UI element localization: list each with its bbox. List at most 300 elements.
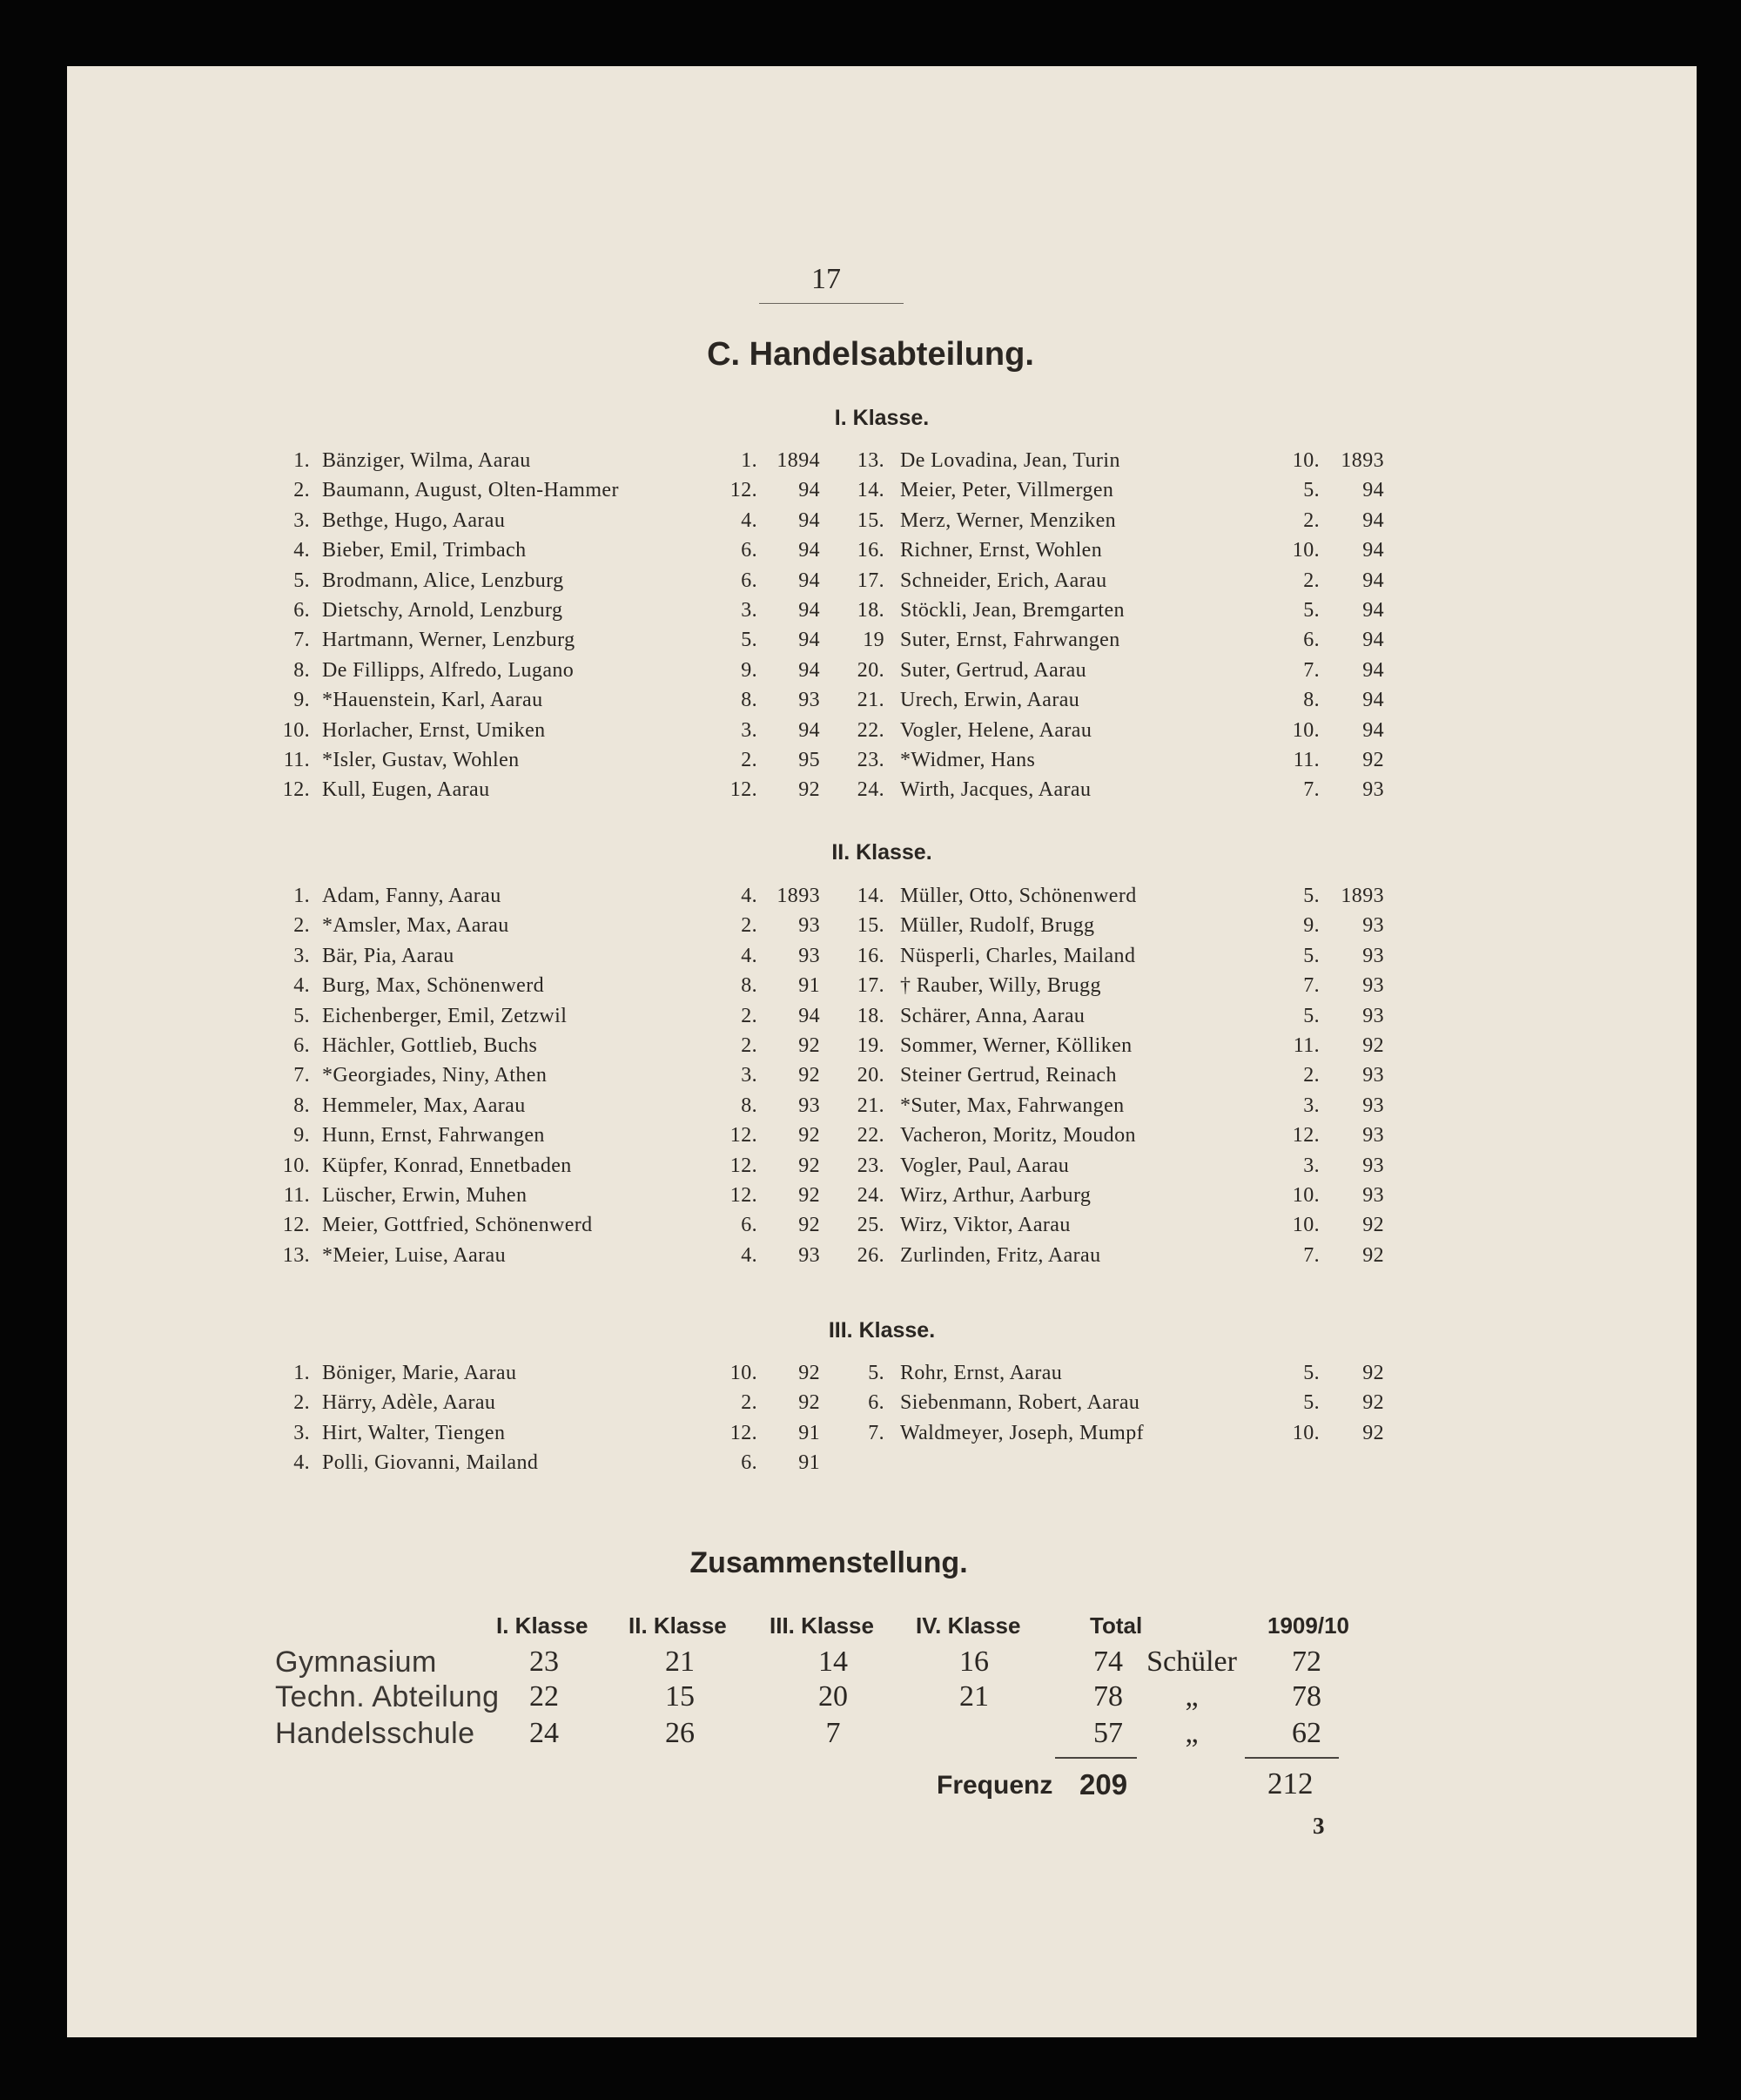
- student-name: Küpfer, Konrad, Ennetbaden: [322, 1154, 572, 1177]
- birth-year: 92: [798, 1124, 820, 1148]
- total-count: 57: [1093, 1717, 1123, 1749]
- birth-month: 12.: [729, 1154, 757, 1177]
- student-row: [0, 778, 1741, 808]
- entry-number: 5.: [293, 1004, 310, 1027]
- birth-month: 6.: [741, 1214, 757, 1237]
- student-name: Hemmeler, Max, Aarau: [322, 1094, 526, 1117]
- birth-year: 93: [1362, 1094, 1384, 1117]
- birth-year: 91: [798, 1421, 820, 1444]
- previous-year-count: 72: [1292, 1646, 1321, 1678]
- entry-number: 12.: [282, 1214, 310, 1237]
- birth-month: 7.: [1303, 974, 1320, 998]
- count-klasse-3: 20: [818, 1680, 848, 1713]
- birth-year: 94: [798, 599, 820, 622]
- student-name: Suter, Ernst, Fahrwangen: [900, 629, 1120, 652]
- birth-month: 7.: [1303, 1243, 1320, 1267]
- student-name: De Lovadina, Jean, Turin: [900, 449, 1120, 472]
- birth-month: 2.: [741, 749, 757, 771]
- student-name: Sommer, Werner, Kölliken: [900, 1034, 1133, 1057]
- student-name: Müller, Otto, Schönenwerd: [900, 885, 1137, 907]
- total-count: 74: [1093, 1646, 1123, 1678]
- birth-year: 93: [798, 1094, 820, 1117]
- birth-month: 4.: [741, 944, 757, 967]
- klasse-2-title: II. Klasse.: [831, 840, 932, 865]
- entry-number: 18.: [857, 599, 884, 622]
- student-name: Adam, Fanny, Aarau: [322, 885, 501, 907]
- birth-year: 93: [1362, 944, 1384, 967]
- total-underline: [1055, 1757, 1137, 1759]
- birth-month: 10.: [729, 1362, 757, 1384]
- count-klasse-1: 24: [529, 1717, 559, 1749]
- student-row: [0, 885, 1741, 914]
- birth-year: 1893: [1341, 885, 1384, 907]
- birth-year: 94: [1362, 629, 1384, 652]
- student-name: *Meier, Luise, Aarau: [322, 1243, 506, 1267]
- student-row: [0, 449, 1741, 479]
- student-row: [0, 1422, 1741, 1451]
- birth-month: 8.: [741, 974, 757, 998]
- birth-month: 12.: [729, 778, 757, 802]
- birth-year: 94: [1362, 658, 1384, 682]
- school-label: Handelsschule: [275, 1717, 475, 1750]
- birth-month: 5.: [1303, 1362, 1320, 1384]
- school-label: Gymnasium: [275, 1646, 437, 1679]
- birth-month: 6.: [741, 569, 757, 592]
- entry-number: 15.: [857, 914, 884, 938]
- entry-number: 9.: [293, 689, 310, 712]
- student-name: Böniger, Marie, Aarau: [322, 1362, 517, 1384]
- entry-number: 2.: [293, 1391, 310, 1415]
- student-name: Nüsperli, Charles, Mailand: [900, 944, 1136, 967]
- birth-year: 93: [798, 689, 820, 712]
- birth-month: 11.: [1293, 749, 1320, 771]
- entry-number: 14.: [857, 885, 884, 907]
- entry-number: 20.: [857, 658, 884, 682]
- summary-title: Zusammenstellung.: [689, 1546, 968, 1579]
- birth-year: 94: [798, 539, 820, 562]
- student-name: Müller, Rudolf, Brugg: [900, 914, 1095, 938]
- student-row: [0, 914, 1741, 944]
- birth-month: 3.: [741, 718, 757, 742]
- entry-number: 11.: [283, 1184, 310, 1207]
- birth-month: 10.: [1292, 1214, 1320, 1237]
- entry-number: 21.: [857, 689, 884, 712]
- birth-year: 91: [798, 974, 820, 998]
- entry-number: 19.: [857, 1034, 884, 1057]
- birth-year: 95: [798, 749, 820, 771]
- summary-row: [0, 1646, 1741, 1680]
- birth-year: 94: [1362, 539, 1384, 562]
- entry-number: 6.: [868, 1391, 884, 1415]
- student-name: Vogler, Paul, Aarau: [900, 1154, 1070, 1177]
- student-row: [0, 749, 1741, 778]
- entry-number: 2.: [293, 914, 310, 938]
- birth-year: 94: [798, 1004, 820, 1027]
- birth-month: 2.: [1303, 1064, 1320, 1087]
- student-name: † Rauber, Willy, Brugg: [900, 974, 1101, 998]
- count-klasse-3: 14: [818, 1646, 848, 1678]
- birth-year: 93: [1362, 1154, 1384, 1177]
- birth-year: 93: [1362, 1184, 1384, 1207]
- student-name: Bieber, Emil, Trimbach: [322, 539, 527, 562]
- student-name: Hächler, Gottlieb, Buchs: [322, 1034, 538, 1057]
- entry-number: 18.: [857, 1004, 884, 1027]
- birth-month: 3.: [1303, 1154, 1320, 1177]
- birth-year: 94: [1362, 718, 1384, 742]
- birth-month: 8.: [741, 1094, 757, 1117]
- birth-month: 5.: [741, 629, 757, 652]
- entry-number: 22.: [857, 1124, 884, 1148]
- student-row: [0, 1005, 1741, 1034]
- student-name: Vacheron, Moritz, Moudon: [900, 1124, 1136, 1148]
- count-klasse-4: 21: [959, 1680, 989, 1713]
- birth-year: 92: [798, 1154, 820, 1177]
- student-row: [0, 1451, 1741, 1481]
- count-klasse-2: 26: [665, 1717, 695, 1749]
- entry-number: 4.: [293, 1451, 310, 1475]
- birth-year: 94: [798, 629, 820, 652]
- entry-number: 1.: [293, 449, 310, 472]
- entry-number: 3.: [293, 1421, 310, 1444]
- page-number: 17: [811, 263, 841, 295]
- student-name: *Suter, Max, Fahrwangen: [900, 1094, 1125, 1117]
- student-name: Wirz, Arthur, Aarburg: [900, 1184, 1092, 1207]
- birth-month: 7.: [1303, 658, 1320, 682]
- student-row: [0, 509, 1741, 539]
- previous-year-count: 62: [1292, 1717, 1321, 1749]
- student-row: [0, 689, 1741, 718]
- student-name: Merz, Werner, Menziken: [900, 508, 1117, 532]
- birth-year: 92: [798, 1214, 820, 1237]
- birth-month: 4.: [741, 1243, 757, 1267]
- entry-number: 1.: [293, 1362, 310, 1384]
- entry-number: 22.: [857, 718, 884, 742]
- student-row: [0, 974, 1741, 1004]
- entry-number: 17.: [857, 974, 884, 998]
- previous-year-count: 78: [1292, 1680, 1321, 1713]
- birth-month: 12.: [729, 1421, 757, 1444]
- birth-month: 10.: [1292, 718, 1320, 742]
- count-klasse-2: 21: [665, 1646, 695, 1678]
- birth-year: 93: [1362, 914, 1384, 938]
- birth-month: 3.: [741, 1064, 757, 1087]
- student-name: Bethge, Hugo, Aarau: [322, 508, 506, 532]
- birth-month: 12.: [729, 479, 757, 502]
- entry-number: 13.: [857, 449, 884, 472]
- birth-year: 94: [798, 569, 820, 592]
- student-name: Eichenberger, Emil, Zetzwil: [322, 1004, 568, 1027]
- birth-year: 1893: [1341, 449, 1384, 472]
- birth-month: 6.: [741, 1451, 757, 1475]
- entry-number: 6.: [293, 599, 310, 622]
- entry-number: 5.: [293, 569, 310, 592]
- student-name: Suter, Gertrud, Aarau: [900, 658, 1087, 682]
- student-row: [0, 1034, 1741, 1064]
- entry-number: 4.: [293, 974, 310, 998]
- birth-month: 5.: [1303, 885, 1320, 907]
- student-name: *Amsler, Max, Aarau: [322, 914, 509, 938]
- frequenz-label: Frequenz: [937, 1771, 1053, 1800]
- student-name: Schärer, Anna, Aarau: [900, 1004, 1086, 1027]
- birth-year: 94: [1362, 689, 1384, 712]
- birth-year: 94: [798, 718, 820, 742]
- entry-number: 7.: [293, 629, 310, 652]
- student-name: Stöckli, Jean, Bremgarten: [900, 599, 1125, 622]
- entry-number: 8.: [293, 658, 310, 682]
- birth-year: 93: [1362, 778, 1384, 802]
- student-name: Richner, Ernst, Wohlen: [900, 539, 1103, 562]
- birth-month: 5.: [1303, 479, 1320, 502]
- student-name: Steiner Gertrud, Reinach: [900, 1064, 1117, 1087]
- count-klasse-2: 15: [665, 1680, 695, 1713]
- birth-month: 3.: [741, 599, 757, 622]
- student-name: Schneider, Erich, Aarau: [900, 569, 1107, 592]
- unit-label: „: [1185, 1680, 1199, 1713]
- entry-number: 13.: [282, 1243, 310, 1267]
- birth-year: 92: [1362, 1243, 1384, 1267]
- student-row: [0, 1154, 1741, 1184]
- klasse-1-title: I. Klasse.: [834, 406, 930, 430]
- frequenz-prev: 212: [1267, 1767, 1314, 1800]
- entry-number: 20.: [857, 1064, 884, 1087]
- entry-number: 4.: [293, 539, 310, 562]
- student-row: [0, 1391, 1741, 1421]
- birth-year: 93: [1362, 1004, 1384, 1027]
- entry-number: 25.: [857, 1214, 884, 1237]
- count-klasse-3: 7: [825, 1717, 841, 1749]
- count-klasse-1: 22: [529, 1680, 559, 1713]
- birth-year: 92: [1362, 1421, 1384, 1444]
- student-name: Kull, Eugen, Aarau: [322, 778, 490, 802]
- birth-month: 6.: [741, 539, 757, 562]
- student-row: [0, 1064, 1741, 1094]
- student-row: [0, 479, 1741, 508]
- birth-month: 6.: [1303, 629, 1320, 652]
- entry-number: 23.: [857, 1154, 884, 1177]
- student-name: Hunn, Ernst, Fahrwangen: [322, 1124, 545, 1148]
- student-name: Vogler, Helene, Aarau: [900, 718, 1092, 742]
- school-label: Techn. Abteilung: [275, 1680, 500, 1713]
- student-row: [0, 719, 1741, 749]
- student-row: [0, 1094, 1741, 1124]
- birth-month: 2.: [741, 1034, 757, 1057]
- entry-number: 2.: [293, 479, 310, 502]
- birth-month: 8.: [741, 689, 757, 712]
- student-name: Meier, Gottfried, Schönenwerd: [322, 1214, 593, 1237]
- entry-number: 10.: [282, 1154, 310, 1177]
- student-row: [0, 1214, 1741, 1243]
- birth-year: 1893: [776, 885, 820, 907]
- student-name: Dietschy, Arnold, Lenzburg: [322, 599, 563, 622]
- summary-header-k1: I. Klasse: [496, 1612, 588, 1639]
- student-name: Zurlinden, Fritz, Aarau: [900, 1243, 1101, 1267]
- entry-number: 6.: [293, 1034, 310, 1057]
- signature-mark: 3: [1313, 1813, 1325, 1839]
- birth-month: 2.: [1303, 508, 1320, 532]
- birth-year: 94: [798, 508, 820, 532]
- entry-number: 16.: [857, 539, 884, 562]
- birth-year: 92: [798, 1362, 820, 1384]
- entry-number: 24.: [857, 778, 884, 802]
- student-name: Brodmann, Alice, Lenzburg: [322, 569, 564, 592]
- entry-number: 5.: [868, 1362, 884, 1384]
- student-row: [0, 599, 1741, 629]
- birth-month: 9.: [1303, 914, 1320, 938]
- student-row: [0, 659, 1741, 689]
- entry-number: 9.: [293, 1124, 310, 1148]
- birth-year: 92: [1362, 1214, 1384, 1237]
- birth-year: 92: [1362, 1034, 1384, 1057]
- birth-month: 5.: [1303, 944, 1320, 967]
- birth-month: 2.: [1303, 569, 1320, 592]
- summary-row: [0, 1680, 1741, 1715]
- student-name: Bänziger, Wilma, Aarau: [322, 449, 531, 472]
- birth-year: 93: [798, 1243, 820, 1267]
- entry-number: 16.: [857, 944, 884, 967]
- entry-number: 15.: [857, 508, 884, 532]
- student-name: Wirz, Viktor, Aarau: [900, 1214, 1071, 1237]
- student-name: *Isler, Gustav, Wohlen: [322, 749, 520, 771]
- birth-year: 92: [1362, 1362, 1384, 1384]
- unit-label: Schüler: [1146, 1646, 1237, 1678]
- birth-year: 92: [798, 1184, 820, 1207]
- entry-number: 26.: [857, 1243, 884, 1267]
- student-name: Waldmeyer, Joseph, Mumpf: [900, 1421, 1144, 1444]
- entry-number: 1.: [293, 885, 310, 907]
- birth-month: 10.: [1292, 449, 1320, 472]
- entry-number: 7.: [868, 1421, 884, 1444]
- birth-year: 1894: [776, 449, 820, 472]
- birth-year: 92: [798, 1064, 820, 1087]
- birth-year: 92: [1362, 749, 1384, 771]
- birth-year: 91: [798, 1451, 820, 1475]
- unit-label: „: [1185, 1717, 1199, 1749]
- total-count: 78: [1093, 1680, 1123, 1713]
- frequenz-total: 209: [1079, 1768, 1128, 1800]
- summary-header-k2: II. Klasse: [629, 1612, 727, 1639]
- entry-number: 11.: [283, 749, 310, 771]
- student-name: Burg, Max, Schönenwerd: [322, 974, 544, 998]
- student-name: *Widmer, Hans: [900, 749, 1036, 771]
- birth-year: 93: [1362, 1124, 1384, 1148]
- entry-number: 17.: [857, 569, 884, 592]
- summary-header-k4: IV. Klasse: [916, 1612, 1021, 1639]
- entry-number: 21.: [857, 1094, 884, 1117]
- student-row: [0, 539, 1741, 569]
- entry-number: 7.: [293, 1064, 310, 1087]
- entry-number: 24.: [857, 1184, 884, 1207]
- student-name: *Georgiades, Niny, Athen: [322, 1064, 548, 1087]
- birth-month: 10.: [1292, 1421, 1320, 1444]
- student-row: [0, 1362, 1741, 1391]
- birth-year: 93: [1362, 1064, 1384, 1087]
- summary-header-k3: III. Klasse: [770, 1612, 874, 1639]
- birth-year: 93: [798, 914, 820, 938]
- birth-month: 12.: [729, 1124, 757, 1148]
- birth-month: 4.: [741, 508, 757, 532]
- student-name: Hirt, Walter, Tiengen: [322, 1421, 506, 1444]
- student-row: [0, 569, 1741, 599]
- student-name: Bär, Pia, Aarau: [322, 944, 454, 967]
- birth-month: 9.: [741, 658, 757, 682]
- entry-number: 14.: [857, 479, 884, 502]
- entry-number: 12.: [282, 778, 310, 802]
- birth-month: 12.: [729, 1184, 757, 1207]
- birth-month: 5.: [1303, 1004, 1320, 1027]
- birth-month: 2.: [741, 914, 757, 938]
- count-klasse-4: 16: [959, 1646, 989, 1678]
- entry-number: 8.: [293, 1094, 310, 1117]
- entry-number: 3.: [293, 944, 310, 967]
- page-number-rule: [759, 303, 904, 304]
- birth-month: 1.: [741, 449, 757, 472]
- student-row: [0, 629, 1741, 658]
- birth-year: 94: [798, 479, 820, 502]
- student-name: Wirth, Jacques, Aarau: [900, 778, 1092, 802]
- birth-month: 4.: [741, 885, 757, 907]
- student-row: [0, 945, 1741, 974]
- birth-year: 93: [1362, 974, 1384, 998]
- birth-month: 7.: [1303, 778, 1320, 802]
- birth-year: 94: [1362, 479, 1384, 502]
- birth-year: 94: [1362, 508, 1384, 532]
- birth-year: 94: [1362, 599, 1384, 622]
- birth-month: 5.: [1303, 599, 1320, 622]
- birth-year: 92: [1362, 1391, 1384, 1415]
- student-name: Rohr, Ernst, Aarau: [900, 1362, 1063, 1384]
- student-name: *Hauenstein, Karl, Aarau: [322, 689, 543, 712]
- student-row: [0, 1124, 1741, 1154]
- student-name: Horlacher, Ernst, Umiken: [322, 718, 546, 742]
- birth-month: 10.: [1292, 539, 1320, 562]
- student-name: Polli, Giovanni, Mailand: [322, 1451, 539, 1475]
- birth-year: 92: [798, 1391, 820, 1415]
- student-name: Hartmann, Werner, Lenzburg: [322, 629, 575, 652]
- birth-year: 94: [798, 658, 820, 682]
- summary-header-prev: 1909/10: [1267, 1612, 1349, 1639]
- section-title: C. Handelsabteilung.: [707, 336, 1034, 373]
- student-name: Lüscher, Erwin, Muhen: [322, 1184, 528, 1207]
- birth-month: 10.: [1292, 1184, 1320, 1207]
- entry-number: 19: [863, 629, 884, 652]
- prev-underline: [1245, 1757, 1339, 1759]
- student-name: Meier, Peter, Villmergen: [900, 479, 1114, 502]
- entry-number: 10.: [282, 718, 310, 742]
- birth-month: 8.: [1303, 689, 1320, 712]
- birth-year: 92: [798, 778, 820, 802]
- student-row: [0, 1244, 1741, 1274]
- birth-month: 11.: [1293, 1034, 1320, 1057]
- entry-number: 23.: [857, 749, 884, 771]
- birth-year: 94: [1362, 569, 1384, 592]
- entry-number: 3.: [293, 508, 310, 532]
- birth-year: 93: [798, 944, 820, 967]
- student-name: De Fillipps, Alfredo, Lugano: [322, 658, 575, 682]
- birth-month: 2.: [741, 1391, 757, 1415]
- student-name: Siebenmann, Robert, Aarau: [900, 1391, 1140, 1415]
- birth-month: 2.: [741, 1004, 757, 1027]
- birth-month: 3.: [1303, 1094, 1320, 1117]
- summary-header-total: Total: [1090, 1612, 1143, 1639]
- student-row: [0, 1184, 1741, 1214]
- student-name: Härry, Adèle, Aarau: [322, 1391, 496, 1415]
- student-name: Baumann, August, Olten-Hammer: [322, 479, 619, 502]
- student-name: Urech, Erwin, Aarau: [900, 689, 1080, 712]
- birth-month: 5.: [1303, 1391, 1320, 1415]
- count-klasse-1: 23: [529, 1646, 559, 1678]
- klasse-3-title: III. Klasse.: [828, 1318, 936, 1343]
- summary-row: [0, 1717, 1741, 1752]
